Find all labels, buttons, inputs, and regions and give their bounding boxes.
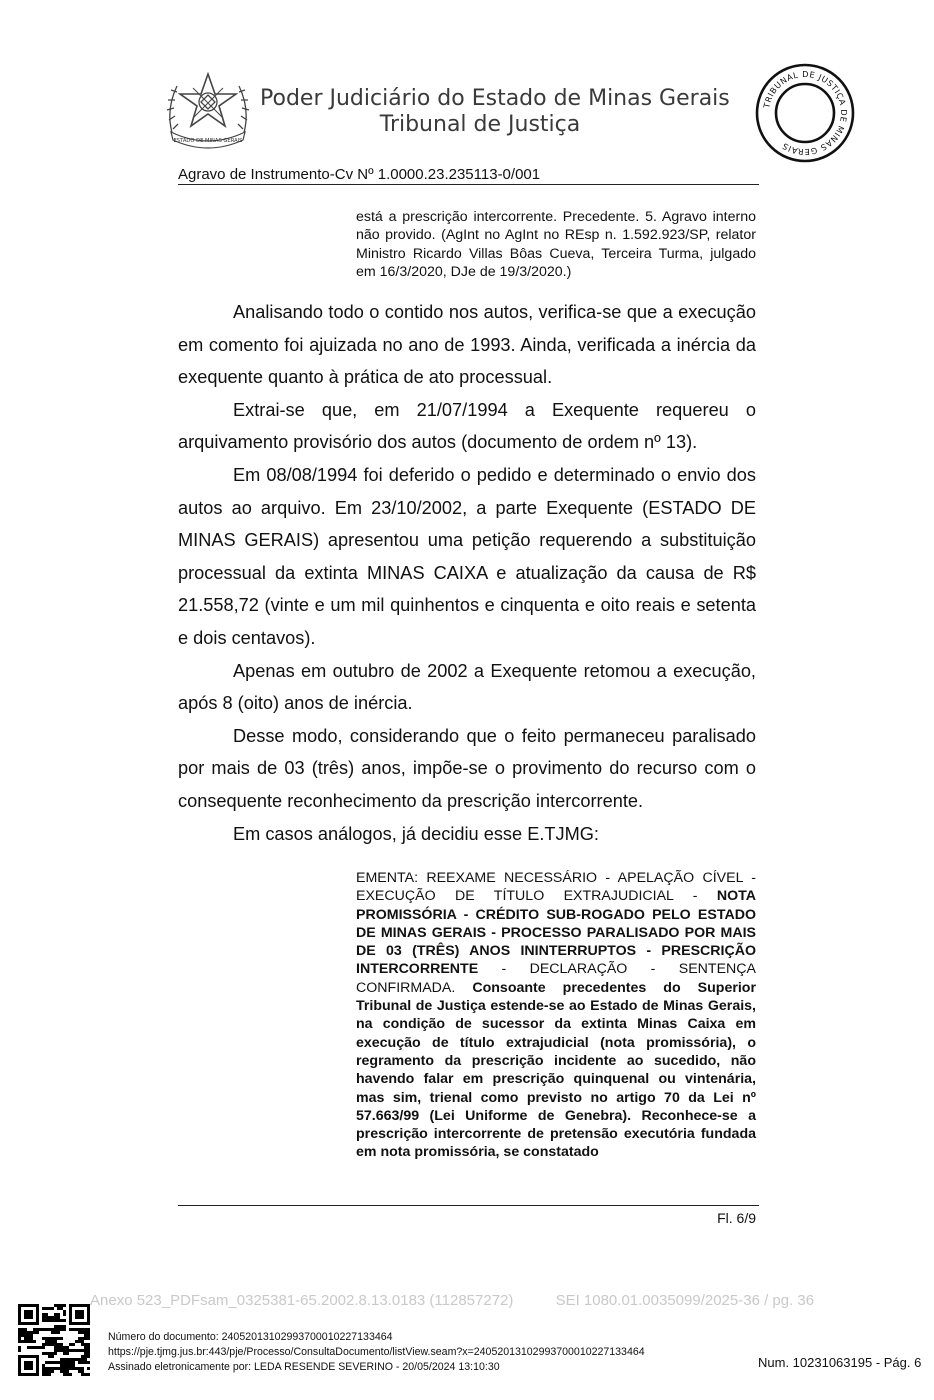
document-url[interactable]: https://pje.tjmg.jus.br:443/pje/Processo/ConsultaDocumento/listView.seam?x=24052013102993700010227133464 [108, 1346, 645, 1358]
paragraph: Analisando todo o contido nos autos, verifica-se que a execução em comento foi ajuizada no ano de 1993. Ainda, verificada a inércia da exequente quanto à prática de ato processual. [178, 302, 756, 388]
court-name [260, 86, 730, 138]
document-metadata [108, 1330, 645, 1375]
watermark-sei: SEI 1080.01.0035099/2025-36 / pg. 36 [555, 1292, 815, 1309]
court-line-2: Tribunal de Justiça [379, 112, 581, 137]
coat-caption: ESTADO DE MINAS GERAIS [173, 138, 243, 144]
ementa-quote [356, 869, 756, 1162]
ementa-text: - DECLARAÇÃO - SENTENÇA CONFIRMADA. [356, 961, 756, 996]
svg-text:TRIBUNAL DE JUSTIÇA DE MINAS G [761, 69, 849, 157]
page-number: Num. 10231063195 - Pág. 6 [758, 1355, 922, 1370]
signature-line: Assinado eletronicamente por: LEDA RESENDE SEVERINO - 20/05/2024 13:10:30 [108, 1361, 500, 1373]
ementa-bold-text: Consoante precedentes do Superior Tribunal de Justiça estende-se ao Estado de Minas Gerais, na condição de sucessor da extinta Minas Caixa em execução de título extrajudicial (nota promissória), o regramento da prescrição incidente ao sucedido, não havendo falar em prescrição quinquenal ou vintenária, mas sim, trienal como previsto no artigo 70 da Lei nº 57.663/99 (Lei Uniforme de Genebra). Reconhece-se a prescrição intercorrente de pretensão executória fundada em nota promissória, se constatado [356, 979, 756, 1161]
paragraph: Apenas em outubro de 2002 a Exequente retomou a execução, após 8 (oito) anos de inércia. [178, 660, 756, 714]
court-line-1: Poder Judiciário do Estado de Minas Gerais [260, 86, 730, 111]
watermark [90, 1292, 860, 1309]
header-divider [178, 184, 759, 185]
paragraph: Em 08/08/1994 foi deferido o pedido e determinado o envio dos autos ao arquivo. Em 23/10/2002, a parte Exequente (ESTADO DE MINAS GERAIS) apresentou uma petição requerendo a substituição processual da extinta MINAS CAIXA e atualização da causa de R$ 21.558,72 (vinte e um mil quinhentos e cinquenta e oito reais e setenta e dois centavos). [178, 464, 756, 648]
court-seal [754, 62, 856, 164]
coat-of-arms-logo [163, 66, 253, 156]
paragraph: Em casos análogos, já decidiu esse E.TJMG: [233, 823, 599, 844]
ementa-bold-text: NOTA PROMISSÓRIA - CRÉDITO SUB-ROGADO PELO ESTADO DE MINAS GERAIS - PROCESSO PARALISADO POR MAIS DE 03 (TRÊS) ANOS ININTERRUPTOS - PRESCRIÇÃO INTERCORRENTE [356, 888, 756, 978]
page-folio: Fl. 6/9 [717, 1210, 756, 1226]
watermark-annex: Anexo 523_PDFsam_0325381-65.2002.8.13.0183 (112857272) [90, 1292, 514, 1309]
qr-code-icon[interactable] [18, 1304, 90, 1376]
body-text [178, 296, 756, 850]
paragraph: Desse modo, considerando que o feito permaneceu paralisado por mais de 03 (três) anos, impõe-se o provimento do recurso com o consequente reconhecimento da prescrição intercorrente. [178, 725, 756, 811]
ementa-text: EMENTA: REEXAME NECESSÁRIO - APELAÇÃO CÍVEL - EXECUÇÃO DE TÍTULO EXTRAJUDICIAL - [356, 870, 756, 905]
case-number: Agravo de Instrumento-Cv Nº 1.0000.23.235113-0/001 [178, 166, 541, 183]
seal-text: TRIBUNAL DE JUSTIÇA DE MINAS GERAIS [761, 68, 850, 158]
footer-divider [178, 1205, 759, 1206]
document-number: Número do documento: 24052013102993700010227133464 [108, 1331, 393, 1343]
paragraph: Extrai-se que, em 21/07/1994 a Exequente requereu o arquivamento provisório dos autos (documento de ordem nº 13). [178, 399, 756, 453]
citation-quote: está a prescrição intercorrente. Precedente. 5. Agravo interno não provido. (AgInt no AgInt no REsp n. 1.592.923/SP, relator Ministro Ricardo Villas Bôas Cueva, Terceira Turma, julgado em 16/3/2020, DJe de 19/3/2020.) [356, 209, 756, 280]
